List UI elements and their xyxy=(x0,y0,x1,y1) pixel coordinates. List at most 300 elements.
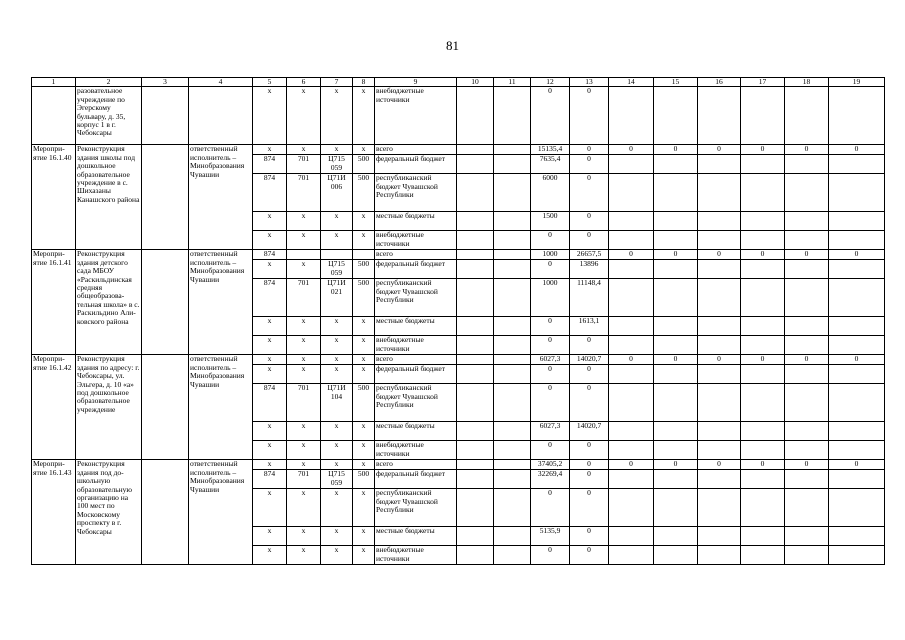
table-cell xyxy=(457,422,494,441)
amount-cell xyxy=(654,336,698,355)
column-number: 2 xyxy=(76,78,142,87)
amount-cell xyxy=(609,365,654,384)
amount-cell xyxy=(698,489,741,527)
table-cell xyxy=(457,87,494,145)
amount-cell xyxy=(654,422,698,441)
column-number: 19 xyxy=(829,78,885,87)
amount-cell: 6000 xyxy=(531,174,570,212)
amount-cell xyxy=(785,231,829,250)
amount-cell xyxy=(785,155,829,174)
funding-source: республиканский бюджет Чувашской Республики xyxy=(375,279,457,317)
budget-code: x xyxy=(253,260,287,279)
funding-source: федеральный бюджет xyxy=(375,470,457,489)
budget-code: x xyxy=(353,212,375,231)
amount-cell xyxy=(609,470,654,489)
amount-cell xyxy=(698,422,741,441)
funding-source: республиканский бюджет Чувашской Республики xyxy=(375,384,457,422)
amount-cell xyxy=(654,470,698,489)
budget-code: 874 xyxy=(253,470,287,489)
amount-cell: 0 xyxy=(829,355,885,365)
measure-name: Реконструкция здания под дошкольную образовательную организацию на 100 мест по Московскому проспекту в г. Чебоксары xyxy=(76,460,142,565)
table-cell xyxy=(494,279,531,317)
table-cell xyxy=(494,250,531,260)
amount-cell: 0 xyxy=(785,145,829,155)
amount-cell: 0 xyxy=(654,355,698,365)
amount-cell: 0 xyxy=(570,336,609,355)
amount-cell: 1000 xyxy=(531,250,570,260)
amount-cell: 0 xyxy=(698,355,741,365)
amount-cell xyxy=(654,279,698,317)
budget-code: 500 xyxy=(353,470,375,489)
amount-cell xyxy=(609,546,654,565)
amount-cell xyxy=(741,336,785,355)
budget-code: x xyxy=(353,231,375,250)
table-cell xyxy=(698,87,741,145)
amount-cell xyxy=(698,441,741,460)
amount-cell xyxy=(654,527,698,546)
amount-cell xyxy=(654,212,698,231)
table-cell xyxy=(189,87,253,145)
amount-cell: 1613,1 xyxy=(570,317,609,336)
funding-source: внебюджетные источники xyxy=(375,231,457,250)
amount-cell: 0 xyxy=(531,546,570,565)
amount-cell: 0 xyxy=(531,384,570,422)
table-cell xyxy=(457,527,494,546)
budget-code: x xyxy=(287,317,321,336)
amount-cell xyxy=(698,317,741,336)
funding-source: федеральный бюджет xyxy=(375,155,457,174)
budget-code: 701 xyxy=(287,174,321,212)
budget-code: Ц715 059 xyxy=(321,260,353,279)
amount-cell xyxy=(698,231,741,250)
budget-code: x xyxy=(253,460,287,470)
funding-source: республиканский бюджет Чувашской Республики xyxy=(375,174,457,212)
budget-code: x xyxy=(321,355,353,365)
table-cell xyxy=(494,231,531,250)
table-cell xyxy=(457,489,494,527)
budget-code: x xyxy=(353,441,375,460)
table-row xyxy=(32,145,885,155)
budget-code: x xyxy=(321,489,353,527)
table-cell: x xyxy=(353,87,375,145)
budget-code: 500 xyxy=(353,260,375,279)
amount-cell: 0 xyxy=(570,527,609,546)
budget-code: x xyxy=(253,317,287,336)
executor: ответственный исполнитель – Минобразования Чувашии xyxy=(189,250,253,355)
budget-code: 701 xyxy=(287,155,321,174)
measure-name: Реконструкция здания по адресу: г. Чебоксары, ул. Эльгера, д. 10 «а» под дошкольное образовательное учреждение xyxy=(76,355,142,460)
funding-source: внебюджетные источники xyxy=(375,87,457,145)
budget-code: 500 xyxy=(353,155,375,174)
table-cell xyxy=(494,212,531,231)
amount-cell xyxy=(829,365,885,384)
budget-code: x xyxy=(321,145,353,155)
budget-code: Ц71И 104 xyxy=(321,384,353,422)
page-number: 81 xyxy=(446,38,459,53)
budget-code: x xyxy=(253,422,287,441)
funding-source: всего xyxy=(375,460,457,470)
amount-cell xyxy=(829,470,885,489)
table-row xyxy=(32,250,885,260)
budget-code: x xyxy=(287,460,321,470)
amount-cell xyxy=(654,317,698,336)
table-cell xyxy=(494,355,531,365)
budget-code: x xyxy=(253,441,287,460)
budget-code: x xyxy=(321,546,353,565)
executor: ответственный исполнитель – Минобразования Чувашии xyxy=(189,355,253,460)
budget-code xyxy=(287,250,321,260)
amount-cell: 1500 xyxy=(531,212,570,231)
amount-cell xyxy=(698,174,741,212)
table-cell xyxy=(457,336,494,355)
amount-cell: 0 xyxy=(741,355,785,365)
column-number: 18 xyxy=(785,78,829,87)
budget-code: x xyxy=(353,527,375,546)
budget-code: x xyxy=(253,355,287,365)
budget-code: x xyxy=(353,489,375,527)
amount-cell: 0 xyxy=(570,384,609,422)
budget-code: x xyxy=(321,212,353,231)
measure-name: разовательное учреждение по Эгерскому бульвару, д. 35, корпус 1 в г. Чебоксары xyxy=(76,87,142,145)
table-cell xyxy=(785,87,829,145)
budget-code: x xyxy=(353,546,375,565)
amount-cell xyxy=(609,317,654,336)
column-number: 17 xyxy=(741,78,785,87)
amount-cell xyxy=(829,231,885,250)
table-cell xyxy=(142,145,189,250)
budget-code: x xyxy=(253,145,287,155)
amount-cell xyxy=(829,384,885,422)
amount-cell xyxy=(698,527,741,546)
amount-cell xyxy=(785,527,829,546)
budget-code: x xyxy=(321,231,353,250)
funding-source: внебюджетные источники xyxy=(375,546,457,565)
amount-cell: 0 xyxy=(531,365,570,384)
amount-cell xyxy=(741,174,785,212)
budget-code: Ц715 059 xyxy=(321,155,353,174)
budget-code: x xyxy=(287,260,321,279)
amount-cell: 0 xyxy=(609,250,654,260)
measure-id: Мероприятие 16.1.40 xyxy=(32,145,76,250)
amount-cell xyxy=(829,317,885,336)
table-cell xyxy=(494,546,531,565)
table-cell xyxy=(494,87,531,145)
amount-cell: 0 xyxy=(654,250,698,260)
table-cell xyxy=(609,87,654,145)
column-number: 9 xyxy=(375,78,457,87)
amount-cell: 0 xyxy=(531,317,570,336)
table-row xyxy=(32,87,885,145)
measure-id: Мероприятие 16.1.42 xyxy=(32,355,76,460)
table-cell xyxy=(457,317,494,336)
amount-cell xyxy=(785,546,829,565)
table-cell xyxy=(457,250,494,260)
amount-cell xyxy=(698,470,741,489)
budget-code: x xyxy=(353,460,375,470)
amount-cell xyxy=(785,279,829,317)
funding-source: всего xyxy=(375,355,457,365)
amount-cell xyxy=(741,231,785,250)
amount-cell xyxy=(698,279,741,317)
budget-code: x xyxy=(321,527,353,546)
budget-code: x xyxy=(321,422,353,441)
table-cell xyxy=(494,155,531,174)
amount-cell xyxy=(741,422,785,441)
funding-source: местные бюджеты xyxy=(375,527,457,546)
funding-source: федеральный бюджет xyxy=(375,260,457,279)
amount-cell: 0 xyxy=(785,460,829,470)
amount-cell: 0 xyxy=(741,460,785,470)
amount-cell xyxy=(785,212,829,231)
budget-code: Ц715 059 xyxy=(321,470,353,489)
amount-cell xyxy=(741,279,785,317)
budget-code: 500 xyxy=(353,279,375,317)
amount-cell xyxy=(609,441,654,460)
amount-cell: 0 xyxy=(698,460,741,470)
budget-code: x xyxy=(353,317,375,336)
amount-cell xyxy=(654,155,698,174)
amount-cell: 0 xyxy=(654,460,698,470)
amount-cell: 0 xyxy=(531,489,570,527)
amount-cell: 0 xyxy=(609,460,654,470)
funding-source: всего xyxy=(375,145,457,155)
amount-cell xyxy=(785,260,829,279)
header-row xyxy=(32,78,885,87)
amount-cell: 0 xyxy=(698,145,741,155)
column-number: 4 xyxy=(189,78,253,87)
amount-cell xyxy=(829,336,885,355)
amount-cell: 26657,5 xyxy=(570,250,609,260)
amount-cell: 15135,4 xyxy=(531,145,570,155)
budget-code: 701 xyxy=(287,470,321,489)
budget-code: x xyxy=(321,365,353,384)
table-cell xyxy=(457,546,494,565)
budget-code: 874 xyxy=(253,174,287,212)
amount-cell xyxy=(609,231,654,250)
amount-cell xyxy=(741,365,785,384)
funding-source: внебюджетные источники xyxy=(375,441,457,460)
amount-cell xyxy=(741,155,785,174)
table-cell xyxy=(494,260,531,279)
budget-code: x xyxy=(253,212,287,231)
amount-cell: 0 xyxy=(570,489,609,527)
table-cell xyxy=(457,470,494,489)
table-cell xyxy=(457,174,494,212)
budget-code: x xyxy=(353,365,375,384)
table-cell xyxy=(829,87,885,145)
table-cell xyxy=(457,212,494,231)
table-cell xyxy=(457,231,494,250)
amount-cell xyxy=(609,384,654,422)
budget-code: x xyxy=(353,145,375,155)
table-cell xyxy=(494,174,531,212)
budget-code: x xyxy=(287,422,321,441)
executor: ответственный исполнитель – Минобразования Чувашии xyxy=(189,460,253,565)
amount-cell: 0 xyxy=(741,145,785,155)
amount-cell: 0 xyxy=(785,355,829,365)
amount-cell: 0 xyxy=(570,365,609,384)
table-cell: x xyxy=(321,87,353,145)
amount-cell xyxy=(829,546,885,565)
amount-cell xyxy=(829,212,885,231)
budget-code: x xyxy=(253,336,287,355)
amount-cell: 11148,4 xyxy=(570,279,609,317)
budget-code: 500 xyxy=(353,174,375,212)
table-cell xyxy=(457,460,494,470)
amount-cell: 0 xyxy=(570,546,609,565)
funding-source: местные бюджеты xyxy=(375,317,457,336)
amount-cell xyxy=(741,527,785,546)
amount-cell xyxy=(785,384,829,422)
budget-code: 500 xyxy=(353,384,375,422)
amount-cell: 13896 xyxy=(570,260,609,279)
budget-code: x xyxy=(287,145,321,155)
budget-code: x xyxy=(321,441,353,460)
column-number: 12 xyxy=(531,78,570,87)
budget-code: 874 xyxy=(253,279,287,317)
column-number: 14 xyxy=(609,78,654,87)
column-number: 15 xyxy=(654,78,698,87)
table-cell xyxy=(457,155,494,174)
amount-cell xyxy=(698,336,741,355)
budget-code: x xyxy=(321,336,353,355)
table-cell xyxy=(457,145,494,155)
amount-cell xyxy=(654,365,698,384)
budget-code: x xyxy=(353,355,375,365)
column-number: 13 xyxy=(570,78,609,87)
budget-code: x xyxy=(287,365,321,384)
amount-cell xyxy=(698,546,741,565)
amount-cell: 0 xyxy=(570,231,609,250)
budget-code: x xyxy=(253,546,287,565)
budget-code: x xyxy=(253,527,287,546)
amount-cell: 0 xyxy=(829,145,885,155)
budget-code: 874 xyxy=(253,250,287,260)
table-cell xyxy=(142,355,189,460)
amount-cell xyxy=(785,365,829,384)
amount-cell: 5135,9 xyxy=(531,527,570,546)
column-number: 10 xyxy=(457,78,494,87)
table-cell xyxy=(457,365,494,384)
amount-cell: 14020,7 xyxy=(570,355,609,365)
amount-cell: 0 xyxy=(570,441,609,460)
amount-cell: 0 xyxy=(570,155,609,174)
amount-cell: 0 xyxy=(570,470,609,489)
amount-cell xyxy=(785,470,829,489)
budget-code: x xyxy=(353,336,375,355)
amount-cell xyxy=(698,365,741,384)
funding-source: местные бюджеты xyxy=(375,212,457,231)
table-cell xyxy=(494,365,531,384)
amount-cell xyxy=(785,317,829,336)
budget-code: x xyxy=(287,527,321,546)
executor: ответственный исполнитель – Минобразования Чувашии xyxy=(189,145,253,250)
table-cell: x xyxy=(287,87,321,145)
amount-cell xyxy=(741,384,785,422)
amount-cell: 0 xyxy=(609,145,654,155)
column-number: 16 xyxy=(698,78,741,87)
amount-cell: 7635,4 xyxy=(531,155,570,174)
amount-cell xyxy=(829,441,885,460)
column-number: 1 xyxy=(32,78,76,87)
table-cell xyxy=(494,336,531,355)
budget-code: x xyxy=(353,422,375,441)
amount-cell xyxy=(741,317,785,336)
budget-code xyxy=(353,250,375,260)
table-cell xyxy=(741,87,785,145)
table-row xyxy=(32,460,885,470)
budget-code: x xyxy=(287,546,321,565)
amount-cell: 0 xyxy=(570,174,609,212)
amount-cell xyxy=(698,212,741,231)
budget-code: x xyxy=(287,441,321,460)
budget-code xyxy=(321,250,353,260)
table-cell xyxy=(457,384,494,422)
funding-source: местные бюджеты xyxy=(375,422,457,441)
amount-cell: 32269,4 xyxy=(531,470,570,489)
table-cell xyxy=(494,527,531,546)
table-cell xyxy=(494,145,531,155)
amount-cell: 0 xyxy=(654,145,698,155)
amount-cell: 6027,3 xyxy=(531,422,570,441)
amount-cell: 37405,2 xyxy=(531,460,570,470)
budget-code: x xyxy=(253,365,287,384)
amount-cell xyxy=(654,174,698,212)
amount-cell xyxy=(609,489,654,527)
amount-cell: 0 xyxy=(829,460,885,470)
amount-cell: 0 xyxy=(531,231,570,250)
funding-source: федеральный бюджет xyxy=(375,365,457,384)
amount-cell xyxy=(609,422,654,441)
amount-cell xyxy=(654,384,698,422)
amount-cell: 1000 xyxy=(531,279,570,317)
column-number: 6 xyxy=(287,78,321,87)
amount-cell: 6027,3 xyxy=(531,355,570,365)
amount-cell: 0 xyxy=(531,336,570,355)
amount-cell xyxy=(609,174,654,212)
amount-cell xyxy=(785,489,829,527)
budget-code: Ц71И 021 xyxy=(321,279,353,317)
column-number: 11 xyxy=(494,78,531,87)
amount-cell: 14020,7 xyxy=(570,422,609,441)
amount-cell xyxy=(785,174,829,212)
amount-cell xyxy=(829,174,885,212)
table-cell xyxy=(494,489,531,527)
table-row xyxy=(32,355,885,365)
budget-code: 874 xyxy=(253,384,287,422)
amount-cell xyxy=(785,336,829,355)
amount-cell xyxy=(741,441,785,460)
amount-cell xyxy=(785,441,829,460)
budget-code: x xyxy=(321,317,353,336)
amount-cell xyxy=(609,155,654,174)
table-cell xyxy=(457,279,494,317)
funding-source: республиканский бюджет Чувашской Республики xyxy=(375,489,457,527)
budget-code: 874 xyxy=(253,155,287,174)
table-cell: 0 xyxy=(570,87,609,145)
amount-cell: 0 xyxy=(698,250,741,260)
amount-cell xyxy=(609,212,654,231)
amount-cell: 0 xyxy=(570,212,609,231)
amount-cell xyxy=(829,527,885,546)
amount-cell xyxy=(654,260,698,279)
amount-cell xyxy=(654,546,698,565)
amount-cell: 0 xyxy=(785,250,829,260)
amount-cell xyxy=(741,489,785,527)
budget-code: Ц71И 006 xyxy=(321,174,353,212)
amount-cell xyxy=(829,155,885,174)
amount-cell xyxy=(741,546,785,565)
